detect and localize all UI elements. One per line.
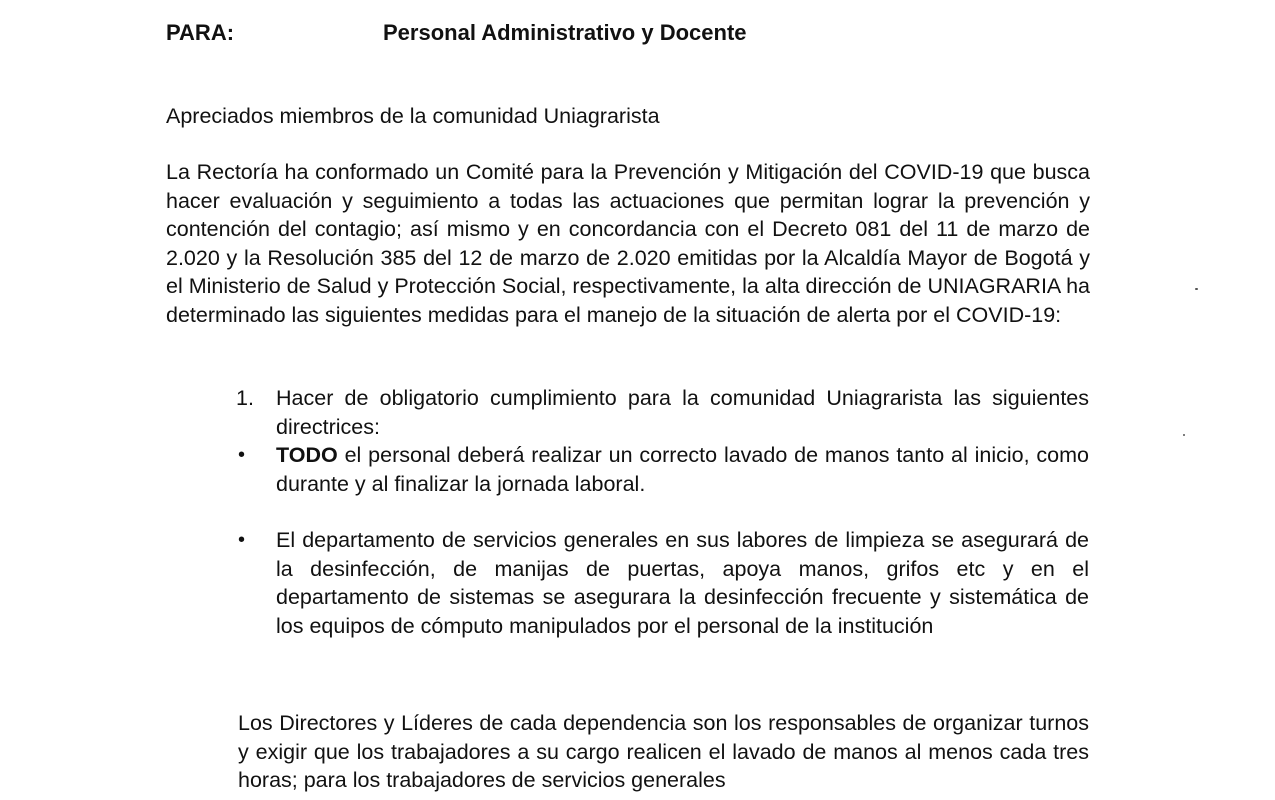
closing-paragraph: Los Directores y Líderes de cada dependencia son los responsables de organizar turnos y exigir que los trabajadores a su cargo realicen el lavado de manos al menos cada tres horas; para los trabajadores de servicios generales [238, 711, 1089, 792]
intro-text-before: La Rectoría ha conformado un Comité para la Prevención y Mitigación del COVID-19 que busca hacer evaluación y seguimiento a todas las actuaciones que permitan lograr la prevención y contención del contagio; así mismo y en concordancia con el Decreto 081 del 11 de marzo de 2.020 y la Resolución 385 del 12 de marzo de 2.020 emitidas por la Alcaldía Mayor de Bogotá y el Ministerio de Salud y Protección Social, respectivamente, la alta dirección de [166, 160, 1090, 298]
list-number: 1. [236, 386, 254, 410]
list-item [236, 384, 1089, 441]
scan-speck [1183, 434, 1185, 436]
list-item-text-rest: el personal deberá realizar un correcto lavado de manos tanto al inicio, como durante y al finalizar la jornada laboral. [276, 443, 1089, 496]
recipient-value: Personal Administrativo y Docente [383, 20, 747, 45]
bullet-marker: • [238, 529, 246, 551]
directives-list [236, 384, 1089, 640]
emphasis-todo: TODO [276, 443, 338, 467]
list-item [236, 441, 1089, 498]
scan-speck [1195, 288, 1198, 290]
greeting: Apreciados miembros de la comunidad Uniagrarista [166, 104, 660, 128]
intro-text-after: ha determinado las siguientes medidas para el manejo de la situación de alerta por el COVID-19: [166, 274, 1090, 327]
list-item-text: El departamento de servicios generales en sus labores de limpieza se asegurará de la desinfección, de manijas de puertas, apoya manos, grifos etc y en el departamento de sistemas se asegurara la desinfección frecuente y sistemática de los equipos de cómputo manipulados por el personal de la institución [276, 528, 1089, 638]
recipient-label: PARA: [166, 20, 235, 45]
intro-paragraph [166, 158, 1090, 329]
list-item-text: Hacer de obligatorio cumplimiento para la comunidad Uniagrarista las siguientes directrices: [276, 386, 1089, 439]
organization-name: UNIAGRARIA [927, 274, 1061, 298]
list-item-text [276, 441, 1089, 498]
list-item [236, 526, 1089, 640]
bullet-marker: • [238, 444, 246, 466]
